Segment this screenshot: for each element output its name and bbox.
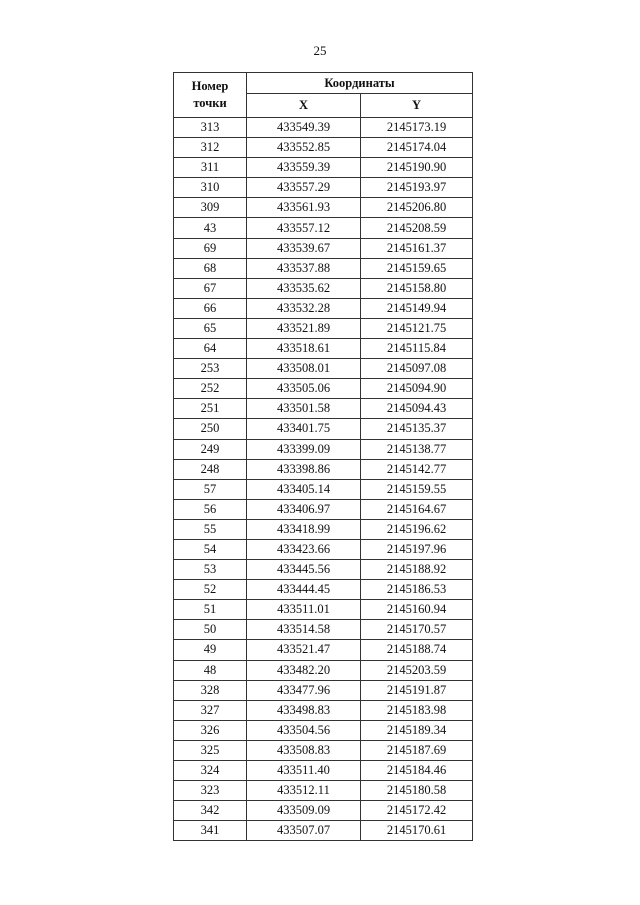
point-number-cell: 56 — [174, 499, 247, 519]
table-row — [174, 700, 473, 720]
y-coordinate-cell: 2145188.92 — [361, 560, 473, 580]
coordinates-table — [173, 72, 473, 841]
x-coordinate-cell: 433504.56 — [247, 720, 361, 740]
table-row — [174, 419, 473, 439]
x-header: X — [247, 94, 361, 118]
table-row — [174, 198, 473, 218]
point-number-header-line2: точки — [193, 96, 227, 110]
page-number: 25 — [313, 43, 327, 58]
table-row — [174, 580, 473, 600]
y-coordinate-cell: 2145188.74 — [361, 640, 473, 660]
table-row — [174, 178, 473, 198]
y-coordinate-cell: 2145158.80 — [361, 278, 473, 298]
table-row — [174, 519, 473, 539]
x-coordinate-cell: 433508.01 — [247, 359, 361, 379]
x-coordinate-cell: 433514.58 — [247, 620, 361, 640]
y-coordinate-cell: 2145170.61 — [361, 821, 473, 841]
table-row — [174, 138, 473, 158]
x-coordinate-cell: 433507.07 — [247, 821, 361, 841]
x-coordinate-cell: 433559.39 — [247, 158, 361, 178]
point-number-cell: 253 — [174, 359, 247, 379]
point-number-cell: 309 — [174, 198, 247, 218]
y-coordinate-cell: 2145142.77 — [361, 459, 473, 479]
x-coordinate-cell: 433418.99 — [247, 519, 361, 539]
x-coordinate-cell: 433557.29 — [247, 178, 361, 198]
x-coordinate-cell: 433445.56 — [247, 560, 361, 580]
y-coordinate-cell: 2145183.98 — [361, 700, 473, 720]
x-coordinate-cell: 433539.67 — [247, 238, 361, 258]
point-number-cell: 311 — [174, 158, 247, 178]
y-coordinate-cell: 2145196.62 — [361, 519, 473, 539]
table-header — [174, 73, 473, 118]
x-coordinate-cell: 433521.89 — [247, 318, 361, 338]
table-row — [174, 479, 473, 499]
point-number-cell: 252 — [174, 379, 247, 399]
y-coordinate-cell: 2145184.46 — [361, 761, 473, 781]
y-coordinate-cell: 2145097.08 — [361, 359, 473, 379]
point-number-header-line1: Номер — [191, 79, 229, 93]
table-row — [174, 218, 473, 238]
table-row — [174, 359, 473, 379]
y-coordinate-cell: 2145174.04 — [361, 138, 473, 158]
y-coordinate-cell: 2145170.57 — [361, 620, 473, 640]
x-coordinate-cell: 433537.88 — [247, 258, 361, 278]
point-number-cell: 326 — [174, 720, 247, 740]
table-row — [174, 620, 473, 640]
y-coordinate-cell: 2145172.42 — [361, 801, 473, 821]
table-body — [174, 118, 473, 841]
table-row — [174, 761, 473, 781]
y-coordinate-cell: 2145173.19 — [361, 118, 473, 138]
y-coordinate-cell: 2145094.90 — [361, 379, 473, 399]
table-row — [174, 640, 473, 660]
y-coordinate-cell: 2145193.97 — [361, 178, 473, 198]
x-coordinate-cell: 433399.09 — [247, 439, 361, 459]
y-coordinate-cell: 2145159.55 — [361, 479, 473, 499]
y-coordinate-cell: 2145206.80 — [361, 198, 473, 218]
x-coordinate-cell: 433398.86 — [247, 459, 361, 479]
point-number-cell: 52 — [174, 580, 247, 600]
point-number-cell: 312 — [174, 138, 247, 158]
x-coordinate-cell: 433509.09 — [247, 801, 361, 821]
table-row — [174, 278, 473, 298]
table-row — [174, 318, 473, 338]
x-coordinate-cell: 433561.93 — [247, 198, 361, 218]
y-coordinate-cell: 2145149.94 — [361, 298, 473, 318]
point-number-cell: 248 — [174, 459, 247, 479]
x-coordinate-cell: 433482.20 — [247, 660, 361, 680]
point-number-cell: 325 — [174, 740, 247, 760]
y-header: Y — [361, 94, 473, 118]
table-row — [174, 600, 473, 620]
point-number-cell: 55 — [174, 519, 247, 539]
y-coordinate-cell: 2145135.37 — [361, 419, 473, 439]
table-row — [174, 258, 473, 278]
table-row — [174, 720, 473, 740]
x-coordinate-cell: 433444.45 — [247, 580, 361, 600]
table-row — [174, 158, 473, 178]
y-coordinate-cell: 2145180.58 — [361, 781, 473, 801]
y-coordinate-cell: 2145189.34 — [361, 720, 473, 740]
point-number-cell: 313 — [174, 118, 247, 138]
x-coordinate-cell: 433521.47 — [247, 640, 361, 660]
point-number-cell: 65 — [174, 318, 247, 338]
x-coordinate-cell: 433512.11 — [247, 781, 361, 801]
point-number-cell: 69 — [174, 238, 247, 258]
point-number-cell: 327 — [174, 700, 247, 720]
x-coordinate-cell: 433501.58 — [247, 399, 361, 419]
table-row — [174, 560, 473, 580]
table-row — [174, 781, 473, 801]
x-coordinate-cell: 433511.40 — [247, 761, 361, 781]
x-coordinate-cell: 433557.12 — [247, 218, 361, 238]
table-row — [174, 740, 473, 760]
y-coordinate-cell: 2145191.87 — [361, 680, 473, 700]
y-coordinate-cell: 2145161.37 — [361, 238, 473, 258]
x-coordinate-cell: 433511.01 — [247, 600, 361, 620]
table-row — [174, 499, 473, 519]
y-coordinate-cell: 2145115.84 — [361, 339, 473, 359]
table-row — [174, 298, 473, 318]
point-number-cell: 57 — [174, 479, 247, 499]
y-coordinate-cell: 2145208.59 — [361, 218, 473, 238]
point-number-cell: 328 — [174, 680, 247, 700]
point-number-cell: 68 — [174, 258, 247, 278]
table-row — [174, 801, 473, 821]
table-row — [174, 459, 473, 479]
x-coordinate-cell: 433518.61 — [247, 339, 361, 359]
x-coordinate-cell: 433552.85 — [247, 138, 361, 158]
point-number-cell: 323 — [174, 781, 247, 801]
y-coordinate-cell: 2145187.69 — [361, 740, 473, 760]
y-coordinate-cell: 2145160.94 — [361, 600, 473, 620]
y-coordinate-cell: 2145203.59 — [361, 660, 473, 680]
table-row — [174, 399, 473, 419]
point-number-cell: 51 — [174, 600, 247, 620]
y-coordinate-cell: 2145121.75 — [361, 318, 473, 338]
y-coordinate-cell: 2145164.67 — [361, 499, 473, 519]
x-coordinate-cell: 433477.96 — [247, 680, 361, 700]
y-coordinate-cell: 2145138.77 — [361, 439, 473, 459]
point-number-header — [174, 73, 247, 118]
point-number-cell: 324 — [174, 761, 247, 781]
point-number-cell: 342 — [174, 801, 247, 821]
point-number-cell: 64 — [174, 339, 247, 359]
table-row — [174, 539, 473, 559]
point-number-cell: 48 — [174, 660, 247, 680]
x-coordinate-cell: 433505.06 — [247, 379, 361, 399]
x-coordinate-cell: 433406.97 — [247, 499, 361, 519]
table-row — [174, 379, 473, 399]
point-number-cell: 249 — [174, 439, 247, 459]
table-row — [174, 680, 473, 700]
x-coordinate-cell: 433498.83 — [247, 700, 361, 720]
y-coordinate-cell: 2145186.53 — [361, 580, 473, 600]
point-number-cell: 250 — [174, 419, 247, 439]
y-coordinate-cell: 2145159.65 — [361, 258, 473, 278]
point-number-cell: 54 — [174, 539, 247, 559]
x-coordinate-cell: 433508.83 — [247, 740, 361, 760]
table-row — [174, 439, 473, 459]
point-number-cell: 49 — [174, 640, 247, 660]
point-number-cell: 53 — [174, 560, 247, 580]
y-coordinate-cell: 2145190.90 — [361, 158, 473, 178]
y-coordinate-cell: 2145094.43 — [361, 399, 473, 419]
point-number-cell: 251 — [174, 399, 247, 419]
table-row — [174, 660, 473, 680]
coordinates-header: Координаты — [247, 73, 473, 94]
point-number-cell: 43 — [174, 218, 247, 238]
point-number-cell: 341 — [174, 821, 247, 841]
x-coordinate-cell: 433423.66 — [247, 539, 361, 559]
y-coordinate-cell: 2145197.96 — [361, 539, 473, 559]
table-row — [174, 821, 473, 841]
table-row — [174, 118, 473, 138]
point-number-cell: 50 — [174, 620, 247, 640]
x-coordinate-cell: 433549.39 — [247, 118, 361, 138]
point-number-cell: 310 — [174, 178, 247, 198]
point-number-cell: 67 — [174, 278, 247, 298]
table-row — [174, 238, 473, 258]
x-coordinate-cell: 433535.62 — [247, 278, 361, 298]
table-row — [174, 339, 473, 359]
x-coordinate-cell: 433532.28 — [247, 298, 361, 318]
x-coordinate-cell: 433401.75 — [247, 419, 361, 439]
point-number-cell: 66 — [174, 298, 247, 318]
x-coordinate-cell: 433405.14 — [247, 479, 361, 499]
